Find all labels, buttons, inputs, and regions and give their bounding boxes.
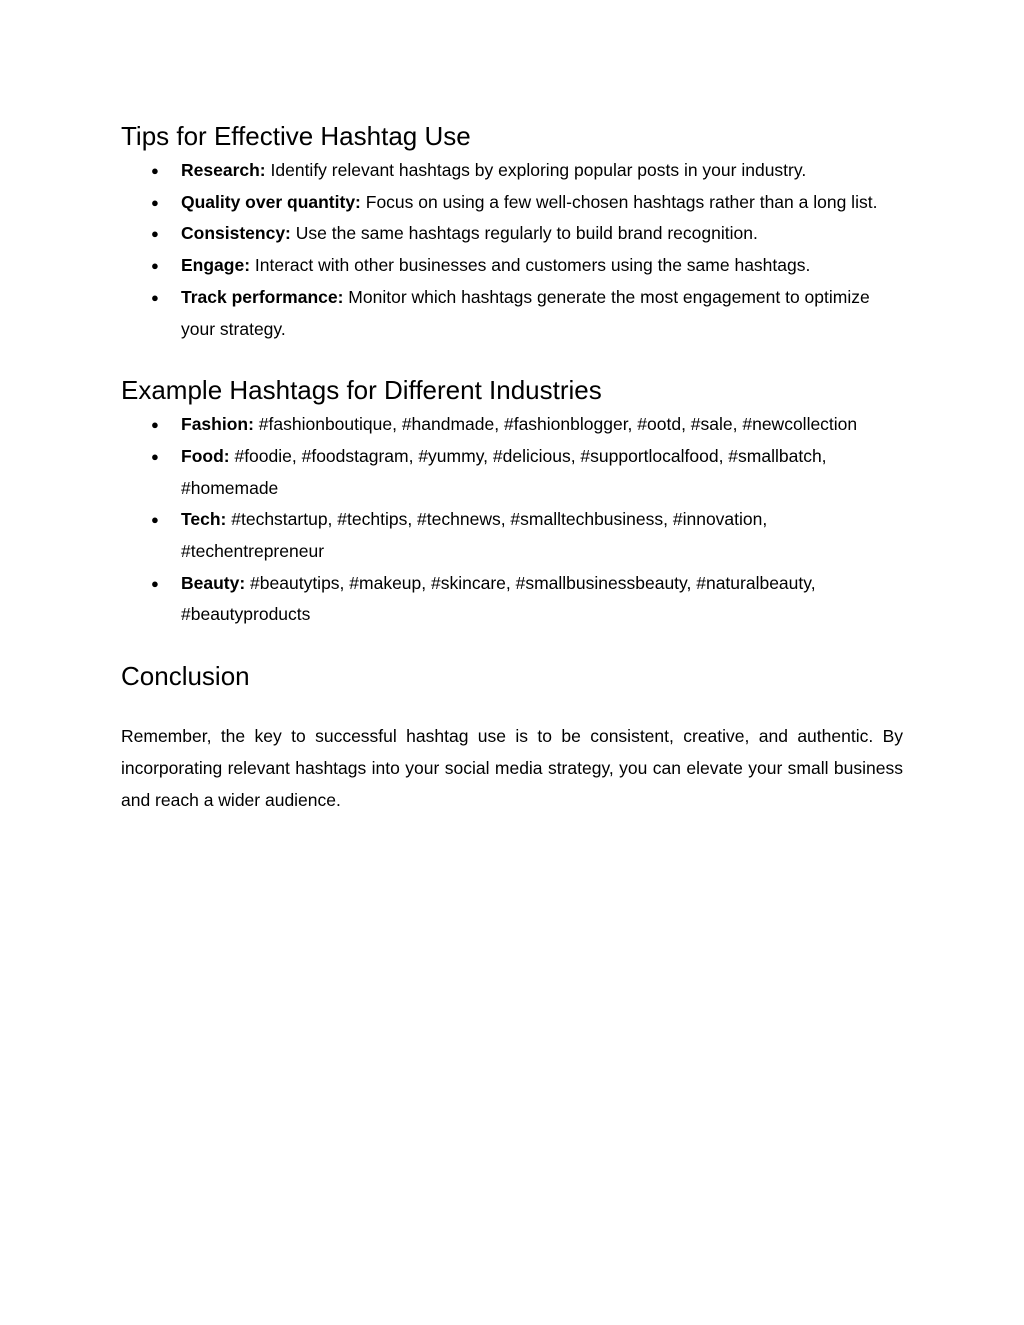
item-label: Research: — [181, 160, 266, 180]
bullet-icon: ● — [151, 289, 159, 305]
bullet-icon: ● — [151, 575, 159, 591]
list-item — [121, 504, 903, 567]
list-item — [121, 218, 903, 250]
list-item — [121, 441, 903, 504]
industries-list — [121, 409, 903, 631]
item-text: #beautytips, #makeup, #skincare, #smallbusinessbeauty, #naturalbeauty, #beautyproducts — [181, 572, 816, 625]
item-text: Interact with other businesses and customers using the same hashtags. — [250, 255, 811, 276]
item-label: Quality over quantity: — [181, 191, 361, 212]
bullet-icon: ● — [151, 163, 159, 178]
item-label: Track performance: — [181, 286, 344, 307]
bullet-icon: ● — [151, 417, 159, 433]
bullet-icon: ● — [151, 194, 159, 210]
bullet-icon: ● — [151, 512, 159, 528]
section-title-conclusion: Conclusion — [121, 661, 250, 692]
item-text: Monitor which hashtags generate the most engagement to optimize your strategy. — [181, 286, 870, 339]
item-label: Tech: — [181, 509, 227, 530]
bullet-icon: ● — [151, 258, 159, 274]
list-item — [121, 409, 903, 441]
item-label: Beauty: — [181, 572, 246, 593]
document-content — [121, 117, 903, 816]
item-text: Focus on using a few well-chosen hashtags rather than a long list. — [360, 191, 878, 212]
list-item — [121, 282, 903, 345]
item-text: #techstartup, #techtips, #technews, #smalltechbusiness, #innovation, #techentrepreneur — [181, 509, 768, 562]
section-title-tips: Tips for Effective Hashtag Use — [121, 121, 471, 151]
item-text: Use the same hashtags regularly to build brand recognition. — [290, 223, 758, 244]
item-label: Consistency: — [181, 223, 291, 244]
item-label: Food: — [181, 445, 230, 466]
list-item — [121, 568, 903, 631]
tips-list — [121, 155, 903, 345]
conclusion-paragraph: Remember, the key to successful hashtag use is to be consistent, creative, and authentic. By incorporating relevant hashtags into your social media strategy, you can elevate your small business and reach a wider audience. — [121, 726, 903, 810]
bullet-icon: ● — [151, 448, 159, 464]
list-item — [121, 187, 903, 219]
list-item — [121, 250, 903, 282]
section-title-industries: Example Hashtags for Different Industries — [121, 375, 602, 406]
item-text: #foodie, #foodstagram, #yummy, #delicious, #supportlocalfood, #smallbatch, #homemade — [181, 445, 827, 498]
bullet-icon: ● — [151, 226, 159, 242]
item-label: Engage: — [181, 255, 251, 276]
item-text: Identify relevant hashtags by exploring popular posts in your industry. — [265, 160, 807, 180]
item-text: #fashionboutique, #handmade, #fashionblogger, #ootd, #sale, #newcollection — [253, 414, 858, 435]
list-item — [121, 155, 903, 187]
item-label: Fashion: — [181, 414, 254, 435]
